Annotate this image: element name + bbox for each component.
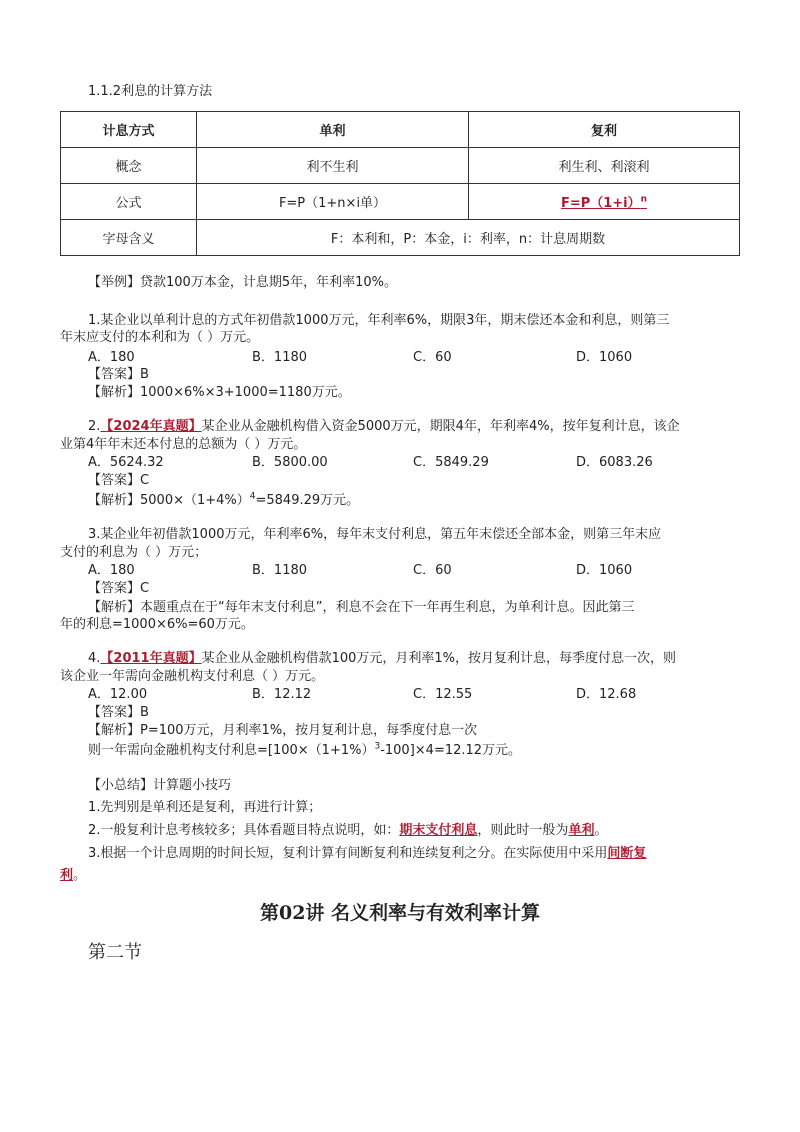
q2-text: 某企业从金融机构借入资金5000万元，期限4年，年利率4%，按年复利计息，该企 <box>201 419 680 434</box>
q1-analysis: 【解析】1000×6%×3+1000=1180万元。 <box>88 385 351 400</box>
q4-analysis-exponent: 3 <box>374 741 381 752</box>
q2-analysis-exponent: 4 <box>249 491 256 502</box>
q4-text-line1 <box>88 647 676 666</box>
q3-analysis-line1: 【解析】本题重点在于“每年末支付利息”，利息不会在下一年再生利息，为单利计息。因此第三 <box>88 600 635 615</box>
summary-tip-3-line1 <box>88 842 646 861</box>
table-row <box>61 220 740 256</box>
q2-text-line2: 业第4年年末还本付息的总额为（ ）万元。 <box>60 437 307 452</box>
q4-number: 4. <box>88 651 101 666</box>
symbol-meaning: F：本利和，P：本金，i：利率，n：计息周期数 <box>197 220 740 256</box>
row-label: 概念 <box>61 148 197 184</box>
q4-analysis-text: 则一年需向金融机构支付利息=[100×（1+1%） <box>88 743 375 758</box>
q2-analysis-result: =5849.29万元。 <box>255 493 360 508</box>
simple-cell: 利不生利 <box>197 148 469 184</box>
compound-formula-exponent: n <box>640 194 648 205</box>
table-row <box>61 148 740 184</box>
tip2-text-end: 。 <box>594 823 608 838</box>
compound-formula-cell <box>469 184 740 220</box>
tip2-text-mid: ，则此时一般为 <box>477 823 569 838</box>
summary-tip-3-line2 <box>60 864 86 883</box>
header-method: 计息方式 <box>61 112 197 148</box>
q1-option-b: B．1180 <box>252 350 308 365</box>
q4-option-d: D．12.68 <box>576 687 637 702</box>
q2-text-line1 <box>88 415 680 434</box>
tip2-highlight-payment: 期末支付利息 <box>399 823 478 838</box>
lecture-title: 第02讲 名义利率与有效利率计算 <box>259 902 541 924</box>
q1-text-line2: 年末应支付的本利和为（ ）万元。 <box>60 330 260 345</box>
header-simple: 单利 <box>197 112 469 148</box>
q3-option-d: D．1060 <box>576 563 633 578</box>
compound-cell: 利生利、利滚利 <box>469 148 740 184</box>
q3-option-a: A．180 <box>88 563 135 578</box>
q4-option-b: B．12.12 <box>252 687 312 702</box>
q4-option-a: A．12.00 <box>88 687 148 702</box>
table-header-row <box>61 112 740 148</box>
q3-option-b: B．1180 <box>252 563 308 578</box>
q1-option-a: A．180 <box>88 350 135 365</box>
example-text: 【举例】贷款100万本金，计息期5年，年利率10%。 <box>88 275 397 290</box>
table-row <box>61 184 740 220</box>
q2-option-d: D．6083.26 <box>576 455 653 470</box>
q2-option-a: A．5624.32 <box>88 455 164 470</box>
compound-formula-text: F=P（1+i） <box>560 196 641 211</box>
q4-analysis-line1: 【解析】P=100万元，月利率1%，按月复利计息，每季度付息一次 <box>88 723 478 738</box>
q2-exam-tag: 【2024年真题】 <box>100 419 202 434</box>
compound-formula <box>561 196 647 211</box>
q3-option-c: C．60 <box>413 563 452 578</box>
tip2-highlight-simple: 单利 <box>568 823 595 838</box>
q3-text-line1: 3.某企业年初借款1000万元，年利率6%，每年末支付利息，第五年末偿还全部本金，则第三年末应 <box>88 527 662 542</box>
q4-exam-tag: 【2011年真题】 <box>100 651 202 666</box>
q4-analysis-result: -100]×4=12.12万元。 <box>380 743 522 758</box>
q1-option-d: D．1060 <box>576 350 633 365</box>
row-label: 公式 <box>61 184 197 220</box>
interest-method-table <box>60 111 740 256</box>
section-heading: 1.1.2利息的计算方法 <box>88 84 213 99</box>
simple-formula: F=P（1+n×i单） <box>197 184 469 220</box>
q2-option-c: C．5849.29 <box>413 455 489 470</box>
q4-answer: 【答案】B <box>88 705 149 720</box>
tip3-text-end: 。 <box>73 868 87 883</box>
q4-option-c: C．12.55 <box>413 687 473 702</box>
q2-analysis <box>88 489 359 508</box>
summary-title: 【小总结】计算题小技巧 <box>88 778 232 793</box>
row-label: 字母含义 <box>61 220 197 256</box>
summary-tip-1: 1.先判别是单利还是复利，再进行计算； <box>88 800 322 815</box>
summary-tip-2 <box>88 819 607 838</box>
q4-analysis-line2 <box>88 739 521 758</box>
q4-text-line2: 该企业一年需向金融机构支付利息（ ）万元。 <box>60 669 325 684</box>
q4-text: 某企业从金融机构借款100万元，月利率1%，按月复利计息，每季度付息一次，则 <box>201 651 677 666</box>
header-compound: 复利 <box>469 112 740 148</box>
tip2-text: 2.一般复利计息考核较多；具体看题目特点说明，如： <box>88 823 400 838</box>
q1-text-line1: 1.某企业以单利计息的方式年初借款1000万元，年利率6%，期限3年，期末偿还本金和利息，则第三 <box>88 313 670 328</box>
q3-answer: 【答案】C <box>88 581 150 596</box>
q2-number: 2. <box>88 419 101 434</box>
q2-analysis-text: 【解析】5000×（1+4%） <box>88 493 250 508</box>
section-title: 第二节 <box>88 942 142 963</box>
q1-option-c: C．60 <box>413 350 452 365</box>
tip3-highlight: 间断复 <box>607 846 647 861</box>
q2-option-b: B．5800.00 <box>252 455 328 470</box>
tip3-text: 3.根据一个计息周期的时间长短，复利计算有间断复利和连续复利之分。在实际使用中采用 <box>88 846 608 861</box>
tip3-highlight-cont: 利 <box>60 868 74 883</box>
q3-analysis-line2: 年的利息=1000×6%=60万元。 <box>60 617 254 632</box>
q3-text-line2: 支付的利息为（ ）万元； <box>60 545 208 560</box>
q1-answer: 【答案】B <box>88 367 149 382</box>
q2-answer: 【答案】C <box>88 473 150 488</box>
